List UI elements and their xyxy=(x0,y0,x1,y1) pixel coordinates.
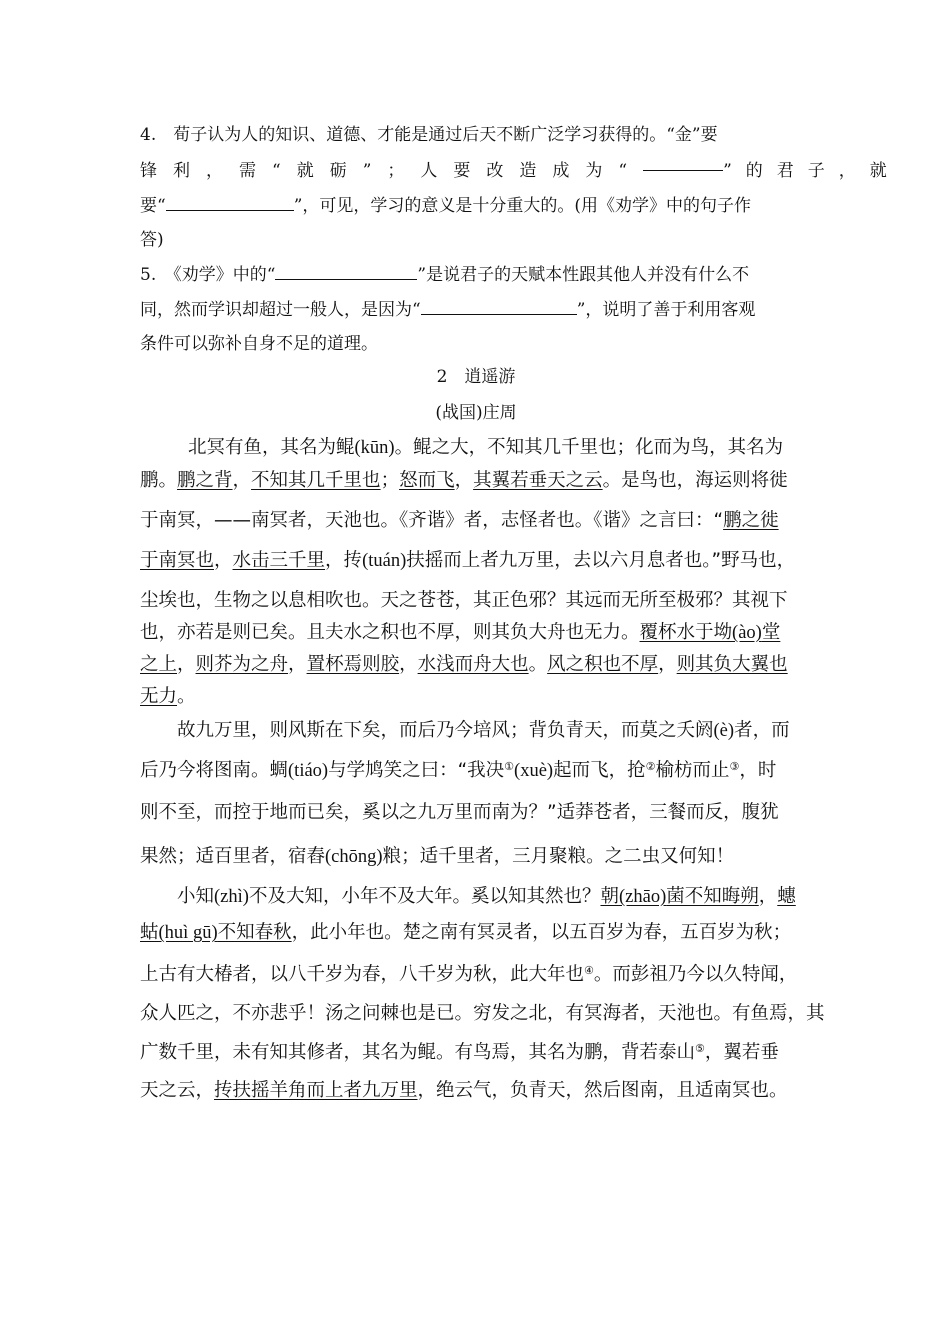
p3-line-5: 广数千里，未有知其修者，其名为鲲。有鸟焉，其名为鹏，背若泰山⑤，翼若垂 xyxy=(140,1042,779,1063)
p2-line-4: 果然；适百里者，宿舂(chōng)粮；适千里者，三月聚粮。之二虫又何知！ xyxy=(140,846,735,867)
p3-line-1: 小知(zhì)不及大知，小年不及大年。奚以知其然也？朝(zhāo)菌不知晦朔，蟪 xyxy=(177,886,796,907)
q5-line-3: 条件可以弥补自身不足的道理。 xyxy=(140,334,378,354)
q5-line-2: 同，然而学识却超过一般人，是因为“ ”，说明了善于利用客观 xyxy=(140,300,756,320)
q4-blank-2[interactable] xyxy=(166,196,294,211)
q5-blank-2[interactable] xyxy=(421,300,577,315)
p1-line-5: 尘埃也，生物之以息相吹也。天之苍苍，其正色邪？其远而无所至极邪？其视下 xyxy=(140,590,788,611)
p3-line-3: 上古有大椿者，以八千岁为春，八千岁为秋，此大年也④。而彭祖乃今以久特闻， xyxy=(140,964,798,985)
section-title: 2 逍遥游 xyxy=(436,367,516,387)
p3-line-2: 蛄(huì gū)不知春秋，此小年也。楚之南有冥灵者，以五百岁为春，五百岁为秋； xyxy=(140,922,792,943)
p1-line-8: 无力。 xyxy=(140,686,196,707)
p3-line-6: 天之云，抟扶摇羊角而上者九万里，绝云气，负青天，然后图南，且适南冥也。 xyxy=(140,1080,788,1101)
q4-blank-1[interactable] xyxy=(643,156,723,171)
p2-line-1: 故九万里，则风斯在下矣，而后乃今培风；背负青天，而莫之夭阏(è)者，而 xyxy=(177,720,790,741)
q4-line-4: 答) xyxy=(140,230,164,250)
q4-line-1: 4. 荀子认为人的知识、道德、才能是通过后天不断广泛学习获得的。“金”要 xyxy=(140,125,718,145)
q5-blank-1[interactable] xyxy=(275,265,417,280)
p1-line-2: 鹏。鹏之背，不知其几千里也；怒而飞，其翼若垂天之云。是鸟也，海运则将徙 xyxy=(140,470,788,491)
p2-line-3: 则不至，而控于地而已矣，奚以之九万里而南为？”适莽苍者，三餐而反，腹犹 xyxy=(140,802,779,823)
p2-line-2: 后乃今将图南。蜩(tiáo)与学鸠笑之曰：“我决①(xuè)起而飞，抢②榆枋而止③，时 xyxy=(140,760,777,781)
p3-line-4: 众人匹之，不亦悲乎！汤之问棘也是已。穷发之北，有冥海者，天池也。有鱼焉，其 xyxy=(140,1003,825,1024)
p1-line-6: 也，亦若是则已矣。且夫水之积也不厚，则其负大舟也无力。覆杯水于坳(ào)堂 xyxy=(140,622,781,643)
p1-line-1: 北冥有鱼，其名为鲲(kūn)。鲲之大，不知其几千里也；化而为鸟，其名为 xyxy=(188,437,784,458)
q4-line-2: 锋利，需“就砺”；人要改造成为“ ”的君子，就 xyxy=(140,156,812,181)
p1-line-3: 于南冥，——南冥者，天池也。《齐谐》者，志怪者也。《谐》之言曰：“鹏之徙 xyxy=(140,510,779,531)
p1-line-4: 于南冥也，水击三千里，抟(tuán)扶摇而上者九万里，去以六月息者也。”野马也， xyxy=(140,550,796,571)
q4-line-3: 要“ ”，可见，学习的意义是十分重大的。(用《劝学》中的句子作 xyxy=(140,196,752,216)
p1-line-7: 之上，则芥为之舟，置杯焉则胶，水浅而舟大也。风之积也不厚，则其负大翼也 xyxy=(140,654,788,675)
section-author: (战国)庄周 xyxy=(435,403,517,423)
q5-line-1: 5. 《劝学》中的“ ”是说君子的天赋本性跟其他人并没有什么不 xyxy=(140,265,750,285)
